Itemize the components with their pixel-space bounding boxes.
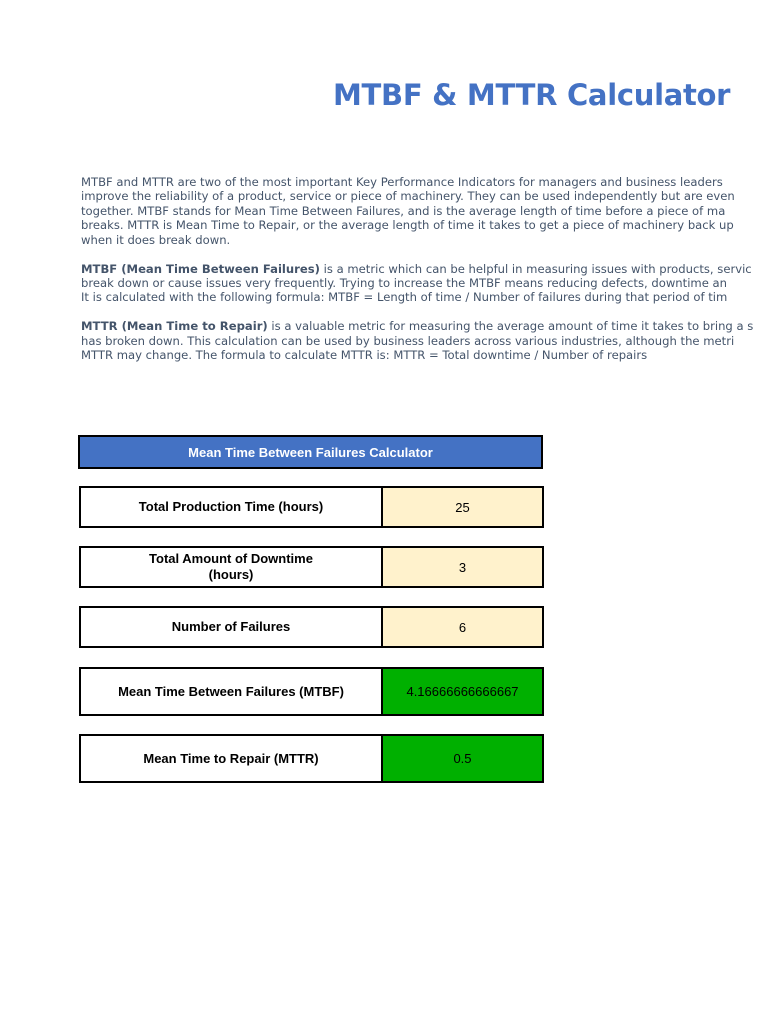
intro-line: MTBF and MTTR are two of the most important Key Performance Indicators for managers and business leaders bbox=[81, 175, 723, 189]
mtbf-row bbox=[79, 667, 544, 716]
intro-line: improve the reliability of a product, service or piece of machinery. They can be used independently but are even bbox=[81, 189, 735, 204]
production-time-label: Total Production Time (hours) bbox=[81, 488, 383, 526]
intro-line: together. MTBF stands for Mean Time Between Failures, and is the average length of time before a piece of ma bbox=[81, 203, 726, 218]
intro-line: when it does break down. bbox=[81, 232, 231, 247]
mtbf-term: MTBF (Mean Time Between Failures) bbox=[81, 261, 320, 276]
mttr-label: Mean Time to Repair (MTTR) bbox=[81, 736, 383, 781]
failures-input[interactable]: 6 bbox=[383, 608, 542, 646]
production-time-input[interactable]: 25 bbox=[383, 488, 542, 526]
mttr-row bbox=[79, 734, 544, 783]
downtime-input[interactable]: 3 bbox=[383, 548, 542, 586]
production-time-row bbox=[79, 486, 544, 528]
intro-text bbox=[81, 175, 754, 363]
mttr-definition: is a valuable metric for measuring the average amount of time it takes to bring a s bbox=[267, 319, 754, 334]
mtbf-definition: is a metric which can be helpful in measuring issues with products, servic bbox=[319, 261, 752, 276]
intro-line: breaks. MTTR is Mean Time to Repair, or the average length of time it takes to get a piece of machinery back up bbox=[81, 218, 734, 233]
calculator-header: Mean Time Between Failures Calculator bbox=[78, 435, 543, 469]
mttr-definition-line bbox=[81, 319, 754, 334]
mttr-term: MTTR (Mean Time to Repair) bbox=[81, 319, 268, 334]
intro-line: MTTR may change. The formula to calculate MTTR is: MTTR = Total downtime / Number of repairs bbox=[81, 348, 648, 363]
downtime-row bbox=[79, 546, 544, 588]
mtbf-label: Mean Time Between Failures (MTBF) bbox=[81, 669, 383, 714]
downtime-label: Total Amount of Downtime (hours) bbox=[81, 548, 383, 586]
page-title: MTBF & MTTR Calculator bbox=[333, 78, 731, 112]
mtbf-definition-line bbox=[81, 261, 752, 276]
intro-line: has broken down. This calculation can be used by business leaders across various industries, although the metri bbox=[81, 333, 735, 348]
intro-line: It is calculated with the following formula: MTBF = Length of time / Number of failures during that period of tim bbox=[81, 290, 728, 305]
intro-line: break down or cause issues very frequently. Trying to increase the MTBF means reducing defects, downtime an bbox=[81, 275, 727, 290]
mtbf-result: 4.16666666666667 bbox=[383, 669, 542, 714]
failures-label: Number of Failures bbox=[81, 608, 383, 646]
mttr-result: 0.5 bbox=[383, 736, 542, 781]
failures-row bbox=[79, 606, 544, 648]
